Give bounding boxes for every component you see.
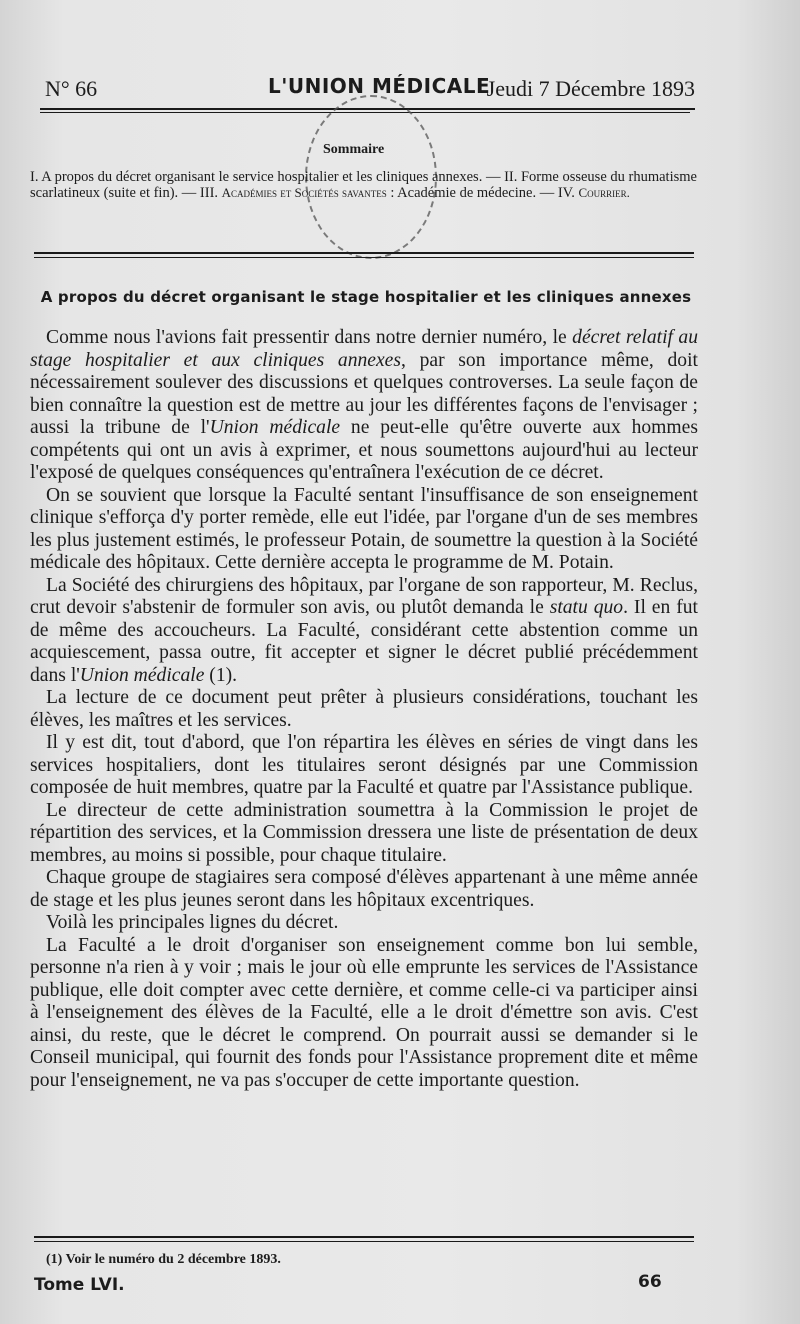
article-body [30, 327, 698, 1092]
paragraph: La Société des chirurgiens des hôpitaux, par l'organe de son rapporteur, M. Reclus, crut devoir s'abstenir de formuler son avis, ou plutôt demanda le statu quo. Il en fut de même des accoucheurs. La Faculté, considérant cette abstention comme un acquiescement, passa outre, fit accepter et signer le décret publié précédemment dans l'Union médicale (1). [30, 574, 698, 686]
paragraph: Il y est dit, tout d'abord, que l'on répartira les élèves en séries de vingt dans les services hospitaliers, dont les titulaires seront désignés par une Commission composée de huit membres, quatre par la Faculté et quatre par l'Assistance publique. [30, 732, 698, 798]
footer-rule-thin [34, 1241, 694, 1242]
paragraph: Voilà les principales lignes du décret. [46, 912, 339, 933]
issue-number: N° 66 [45, 76, 98, 101]
paragraph: La Faculté a le droit d'organiser son enseignement comme bon lui semble, personne n'a rien à y voir ; mais le jour où elle emprunte les services de l'Assistance publique, elle doit compter avec cette dernière, et comme celle-ci va participer ainsi à l'enseignement des élèves de la Faculté, elle a le droit d'émettre son avis. C'est ainsi, du reste, que le décret le comprend. On pourrait aussi se demander si le Conseil municipal, qui fournit des fonds pour l'Assistance proprement dite et même pour l'enseignement, ne va pas s'occuper de cette importante question. [30, 934, 698, 1091]
footer-rule [34, 1236, 694, 1238]
issue-date: Jeudi 7 Décembre 1893 [486, 76, 695, 101]
sommaire-rule-thin [34, 257, 694, 258]
paragraph: La lecture de ce document peut prêter à plusieurs considérations, touchant les élèves, les maîtres et les services. [30, 687, 698, 731]
paragraph: Comme nous l'avions fait pressentir dans notre dernier numéro, le décret relatif au stage hospitalier et aux cliniques annexes, par son importance même, doit nécessairement soulever des discussions et quelques controverses. La seule façon de bien connaître la question est de mettre au jour les différentes façons de l'envisager ; aussi la tribune de l'Union médicale ne peut-elle qu'être ouverte aux hommes compétents qui ont un avis à exprimer, et nous soumettons aujourd'hui au lecteur l'exposé de quelques conséquences qu'entraînera l'exécution de ce décret. [30, 327, 698, 483]
paragraph: Le directeur de cette administration soumettra à la Commission le projet de répartition des services, et la Commission dressera une liste de présentation de deux membres, au moins si possible, pour chaque titulaire. [30, 799, 698, 866]
tome-label: Tome LVI. [34, 1275, 125, 1295]
footnote: (1) Voir le numéro du 2 décembre 1893. [46, 1252, 281, 1267]
paragraph: On se souvient que lorsque la Faculté sentant l'insuffisance de son enseignement clinique s'efforça d'y porter remède, elle eut l'idée, par l'organe d'un de ses membres les plus justement estimés, le professeur Potain, de soumettre la question à la Société médicale des hôpitaux. Cette dernière accepta le programme de M. Potain. [30, 484, 698, 573]
page-number: 66 [638, 1272, 662, 1292]
article-title: A propos du décret organisant le stage hospitalier et les cliniques annexes [40, 288, 692, 306]
sommaire-text: I. A propos du décret organisant le service hospitalier et les cliniques annexes. — II. Forme osseuse du rhumatisme scarlatineux (suite et fin). — III. Académies et Sociétés savantes : Académie de médecine. — IV. Courrier. [30, 169, 697, 201]
journal-title: L'UNION MÉDICALE [268, 74, 491, 98]
sommaire-title: Sommaire [323, 142, 385, 157]
sommaire-rule [34, 252, 694, 254]
paragraph: Chaque groupe de stagiaires sera composé d'élèves appartenant à une même année de stage et les plus jeunes seront dans les hôpitaux excentriques. [30, 867, 698, 911]
